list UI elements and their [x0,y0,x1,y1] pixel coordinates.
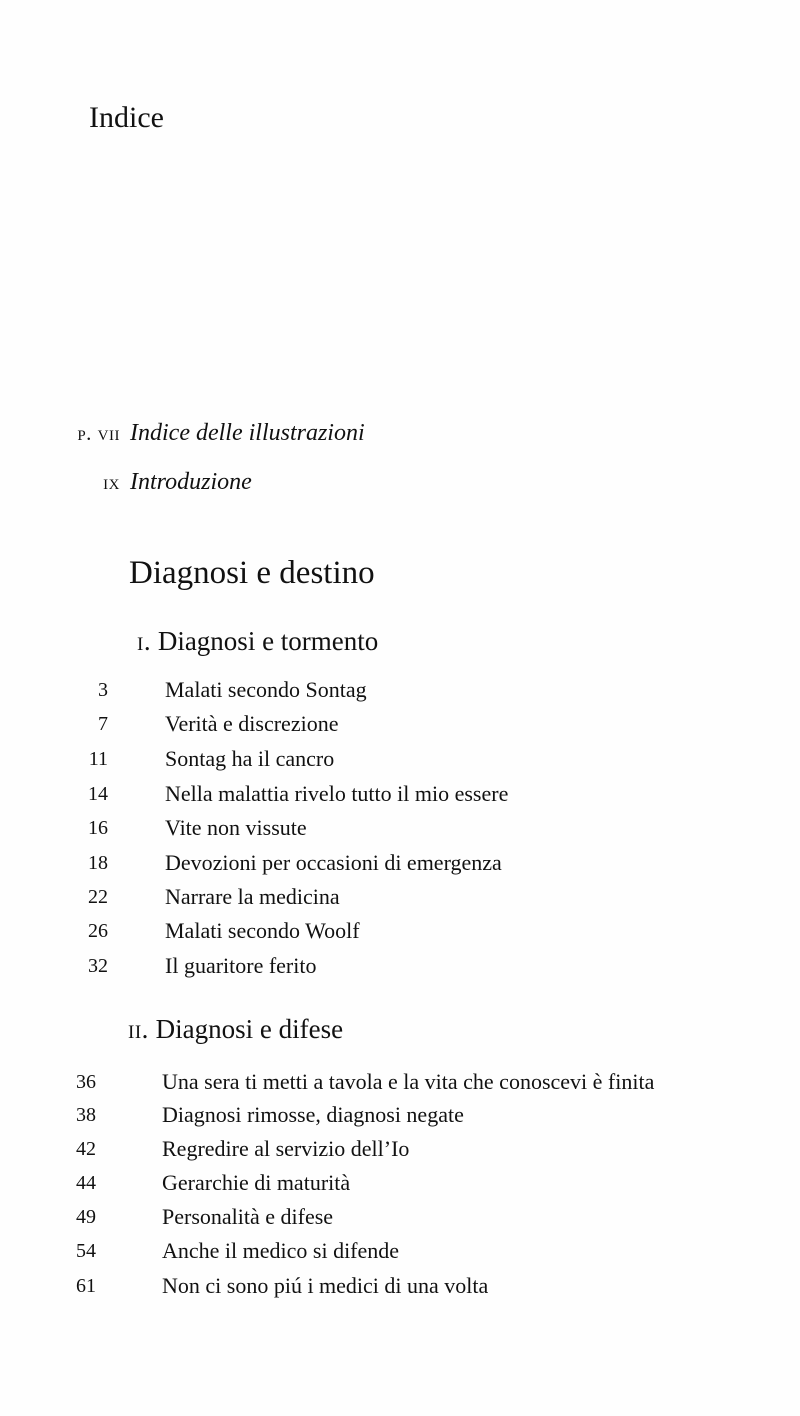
chapter-heading [128,1011,343,1047]
toc-entry-page: 44 [76,1172,96,1194]
toc-entry-page: 18 [88,852,108,874]
part-title: Diagnosi e destino [129,555,375,591]
toc-entry-title: Il guaritore ferito [165,953,317,978]
chapter-title: Diagnosi e difese [155,1014,344,1044]
toc-entry-title: Non ci sono piú i medici di una volta [162,1273,489,1298]
toc-entry-page: 49 [76,1206,96,1228]
toc-entry-title: Malati secondo Sontag [165,677,367,702]
toc-entry-title: Devozioni per occasioni di emergenza [165,850,502,875]
toc-entry-title: Diagnosi rimosse, diagnosi negate [162,1102,464,1127]
toc-entry-title: Nella malattia rivelo tutto il mio essere [165,781,509,806]
toc-entry-page: 16 [88,817,108,839]
toc-entry-page: 7 [98,713,108,735]
toc-entry-page: 26 [88,920,108,942]
front-matter-page: ix [103,470,120,494]
toc-entry-page: 36 [76,1071,96,1093]
front-matter-title: Introduzione [130,469,252,495]
toc-entry-page: 54 [76,1240,96,1262]
front-matter-title: Indice delle illustrazioni [130,420,365,446]
toc-entry-page: 14 [88,783,108,805]
toc-entry-page: 42 [76,1138,96,1160]
toc-entry-title: Malati secondo Woolf [165,918,360,943]
toc-entry-page: 11 [88,748,108,770]
toc-entry-page: 3 [98,679,108,701]
front-matter-page: p. vii [77,421,120,445]
chapter-title: Diagnosi e tormento [157,626,379,656]
toc-entry-title: Gerarchie di maturità [162,1170,351,1195]
chapter-number: ii. [128,1014,149,1044]
toc-entry-title: Personalità e difese [162,1204,334,1229]
toc-entry-page: 32 [88,955,108,977]
toc-entry-title: Narrare la medicina [165,884,340,909]
page-title: Indice [89,101,164,134]
toc-entry-title: Sontag ha il cancro [165,746,335,771]
toc-entry-title: Regredire al servizio dell’Io [162,1136,410,1161]
toc-entry-page: 22 [88,886,108,908]
chapter-number: i. [137,626,152,656]
toc-entry-title: Verità e discrezione [165,711,339,736]
toc-entry-title: Anche il medico si difende [162,1238,400,1263]
chapter-heading [137,623,378,659]
toc-entry-page: 38 [76,1104,96,1126]
toc-entry-page: 61 [76,1275,96,1297]
toc-entry-title: Una sera ti metti a tavola e la vita che conoscevi è finita [162,1069,655,1094]
toc-entry-title: Vite non vissute [165,815,307,840]
